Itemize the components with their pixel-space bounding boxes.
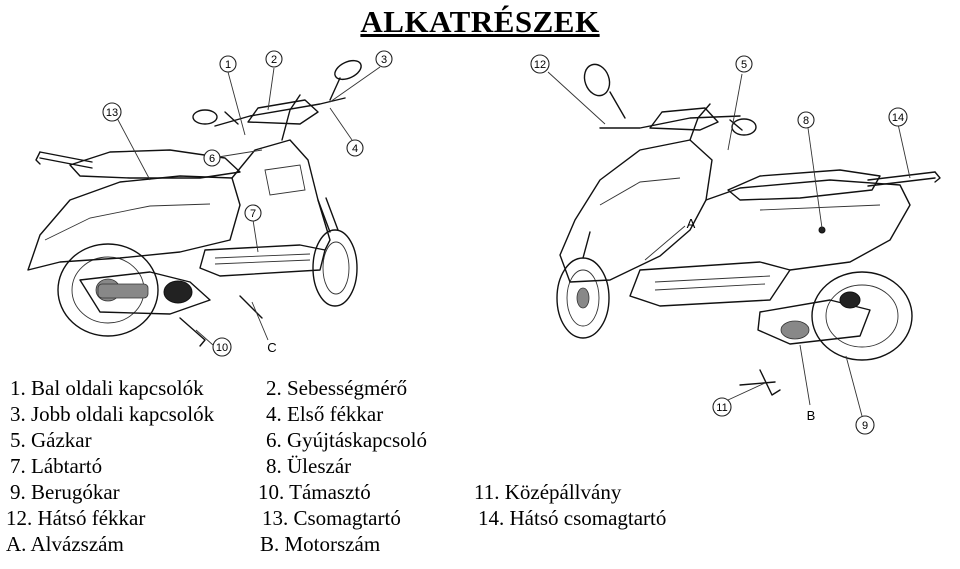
legend-item-B: B. Motorszám <box>260 532 381 556</box>
svg-text:13: 13 <box>105 107 119 119</box>
svg-text:C: C <box>267 340 277 355</box>
svg-text:1: 1 <box>224 59 232 71</box>
svg-text:5: 5 <box>740 59 748 71</box>
callout-1 <box>220 56 236 72</box>
callout-13 <box>103 103 121 121</box>
svg-text:7: 7 <box>249 208 257 220</box>
page-title: ALKATRÉSZEK <box>360 4 600 39</box>
left-scooter-drawing <box>28 57 364 346</box>
right-scooter-drawing <box>557 61 940 395</box>
svg-text:10: 10 <box>215 342 229 354</box>
callout-11 <box>713 398 731 416</box>
callout-14 <box>889 108 907 126</box>
legend-item-2: 2. Sebességmérő <box>266 376 408 400</box>
right-seat <box>728 170 880 200</box>
legend-item-5: 5. Gázkar <box>10 428 92 452</box>
callout-5 <box>736 56 752 72</box>
legend-item-9: 9. Berugókar <box>10 480 120 504</box>
callout-7 <box>245 205 261 221</box>
callout-6 <box>204 150 220 166</box>
left-front-wheel <box>313 230 357 306</box>
legend-item-4: 4. Első fékkar <box>266 402 384 426</box>
callout-3 <box>376 51 392 67</box>
svg-text:3: 3 <box>380 54 388 66</box>
callout-10 <box>213 338 231 356</box>
callout-9 <box>856 416 874 434</box>
legend-item-14: 14. Hátsó csomagtartó <box>478 506 667 530</box>
svg-text:A: A <box>686 216 696 231</box>
svg-text:4: 4 <box>351 143 359 155</box>
svg-text:9: 9 <box>861 420 869 432</box>
callout-8 <box>798 112 814 128</box>
svg-text:2: 2 <box>270 54 278 66</box>
legend-item-13: 13. Csomagtartó <box>262 506 401 530</box>
callout-A <box>687 216 696 231</box>
callout-2 <box>266 51 282 67</box>
svg-text:12: 12 <box>533 59 547 71</box>
svg-text:8: 8 <box>802 115 810 127</box>
svg-text:B: B <box>806 408 816 423</box>
svg-text:11: 11 <box>716 402 728 414</box>
legend-item-10: 10. Támasztó <box>258 480 371 504</box>
legend-item-1: 1. Bal oldali kapcsolók <box>10 376 204 400</box>
right-floorboard <box>630 262 790 306</box>
legend-item-A: A. Alvázszám <box>6 532 124 556</box>
svg-text:6: 6 <box>208 153 216 165</box>
callout-12 <box>531 55 549 73</box>
legend-item-3: 3. Jobb oldali kapcsolók <box>10 402 215 426</box>
svg-text:14: 14 <box>891 112 905 124</box>
legend-item-7: 7. Lábtartó <box>10 454 103 478</box>
callout-B <box>807 408 816 423</box>
right-leader-lines <box>548 72 910 416</box>
legend-item-6: 6. Gyújtáskapcsoló <box>266 428 427 452</box>
legend-item-11: 11. Középállvány <box>474 480 622 504</box>
callout-C <box>267 340 276 355</box>
legend-item-12: 12. Hátsó fékkar <box>6 506 146 530</box>
callout-4 <box>347 140 363 156</box>
legend-item-8: 8. Üleszár <box>266 454 352 478</box>
